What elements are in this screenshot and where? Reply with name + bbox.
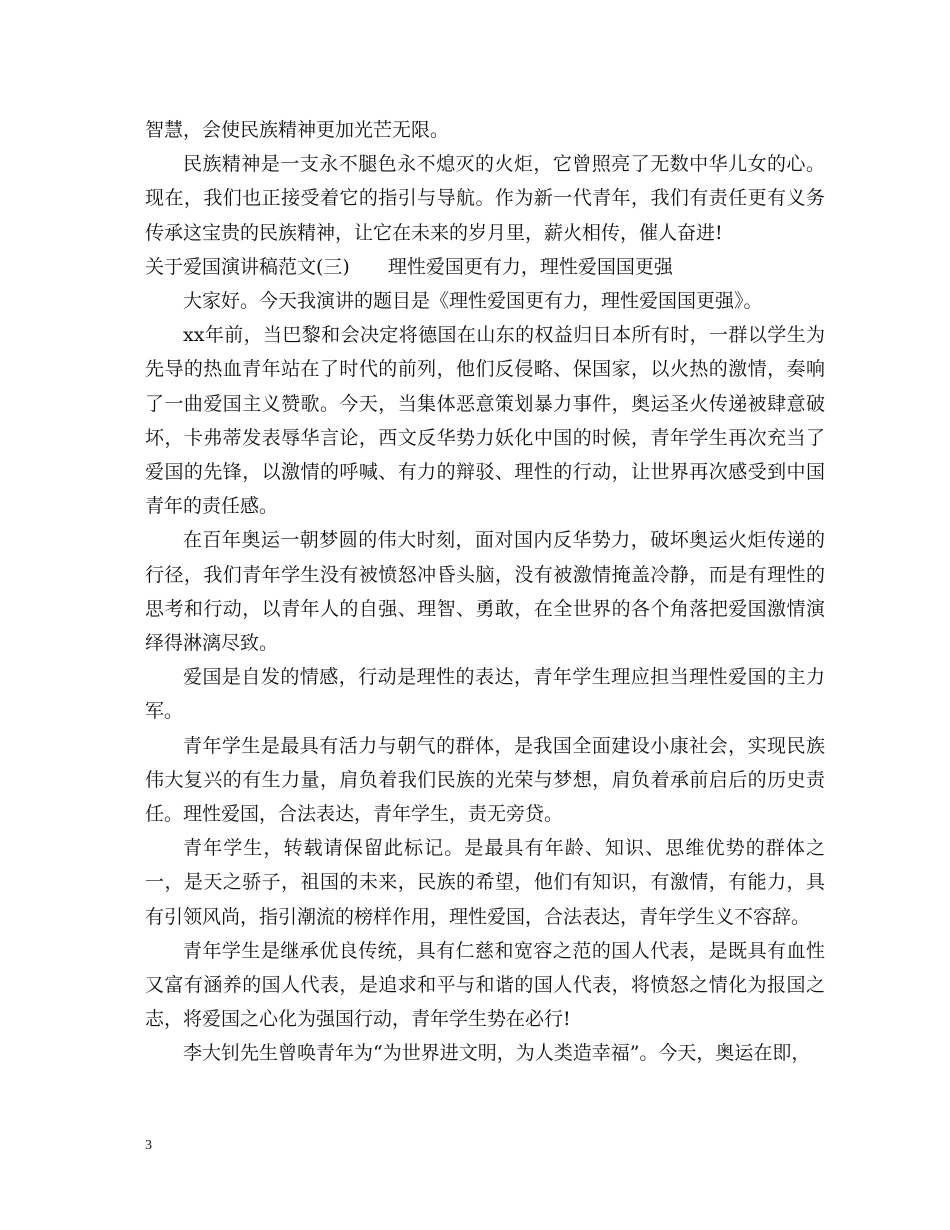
section-heading [145, 250, 825, 284]
paragraph-youth-vitality: 青年学生是最具有活力与朝气的群体，是我国全面建设小康社会，实现民族伟大复兴的有生力量，肩负着我们民族的光荣与梦想，肩负着承前启后的历史责任。理性爱国，合法表达，青年学生，责无旁贷。 [145, 734, 825, 826]
page-number: 3 [145, 1138, 152, 1153]
paragraph-patriotism: 爱国是自发的情感，行动是理性的表达，青年学生理应担当理性爱国的主力军。 [145, 666, 825, 723]
paragraph-greeting: 大家好。今天我演讲的题目是《理性爱国更有力，理性爱国国更强》。 [183, 290, 763, 313]
section-subtitle: 理性爱国更有力，理性爱国国更强 [387, 255, 673, 278]
paragraph-continuation: 智慧，会使民族精神更加光芒无限。 [145, 119, 450, 141]
paragraph-youth-advantage: 青年学生，转载请保留此标记。是最具有年龄、知识、思维优势的群体之一，是天之骄子，祖国的未来，民族的希望，他们有知识，有激情，有能力，具有引领风尚，指引潮流的榜样作用，理性爱国，合法表达，青年学生义不容辞。 [145, 837, 825, 928]
section-title: 关于爱国演讲稿范文(三) [145, 255, 350, 278]
paragraph-national-spirit: 民族精神是一支永不腿色永不熄灭的火炬，它曾照亮了无数中华儿女的心。现在，我们也正接受着它的指引与导航。作为新一代青年，我们有责任更有义务传承这宝贵的民族精神，让它在未来的岁月里，薪火相传，催人奋进! [145, 153, 825, 244]
paragraph-li-dazhao: 李大钊先生曾唤青年为“为世界进文明，为人类造幸福”。今天，奥运在即， [183, 1042, 811, 1065]
document-body [145, 113, 825, 1071]
paragraph-youth-tradition: 青年学生是继承优良传统，具有仁慈和宽容之范的国人代表，是既具有血性又富有涵养的国人代表，是追求和平与和谐的国人代表，将愤怒之情化为报国之志，将爱国之心化为强国行动，青年学生势在必行! [145, 939, 825, 1031]
paragraph-olympics: 在百年奥运一朝梦圆的伟大时刻，面对国内反华势力，破坏奥运火炬传递的行径，我们青年学生没有被愤怒冲昏头脑，没有被激情掩盖冷静，而是有理性的思考和行动，以青年人的自强、理智、勇敢，在全世界的各个角落把爱国激情演绎得淋漓尽致。 [145, 529, 825, 655]
paragraph-history: xx年前，当巴黎和会决定将德国在山东的权益归日本所有时，一群以学生为先导的热血青年站在了时代的前列，他们反侵略、保国家，以火热的激情，奏响了一曲爱国主义赞歌。今天，当集体恶意策划暴力事件，奥运圣火传递被肆意破坏，卡弗蒂发表辱华言论，西文反华势力妖化中国的时候，青年学生再次充当了爱国的先锋，以激情的呼喊、有力的辩驳、理性的行动，让世界再次感受到中国青年的责任感。 [145, 324, 825, 518]
